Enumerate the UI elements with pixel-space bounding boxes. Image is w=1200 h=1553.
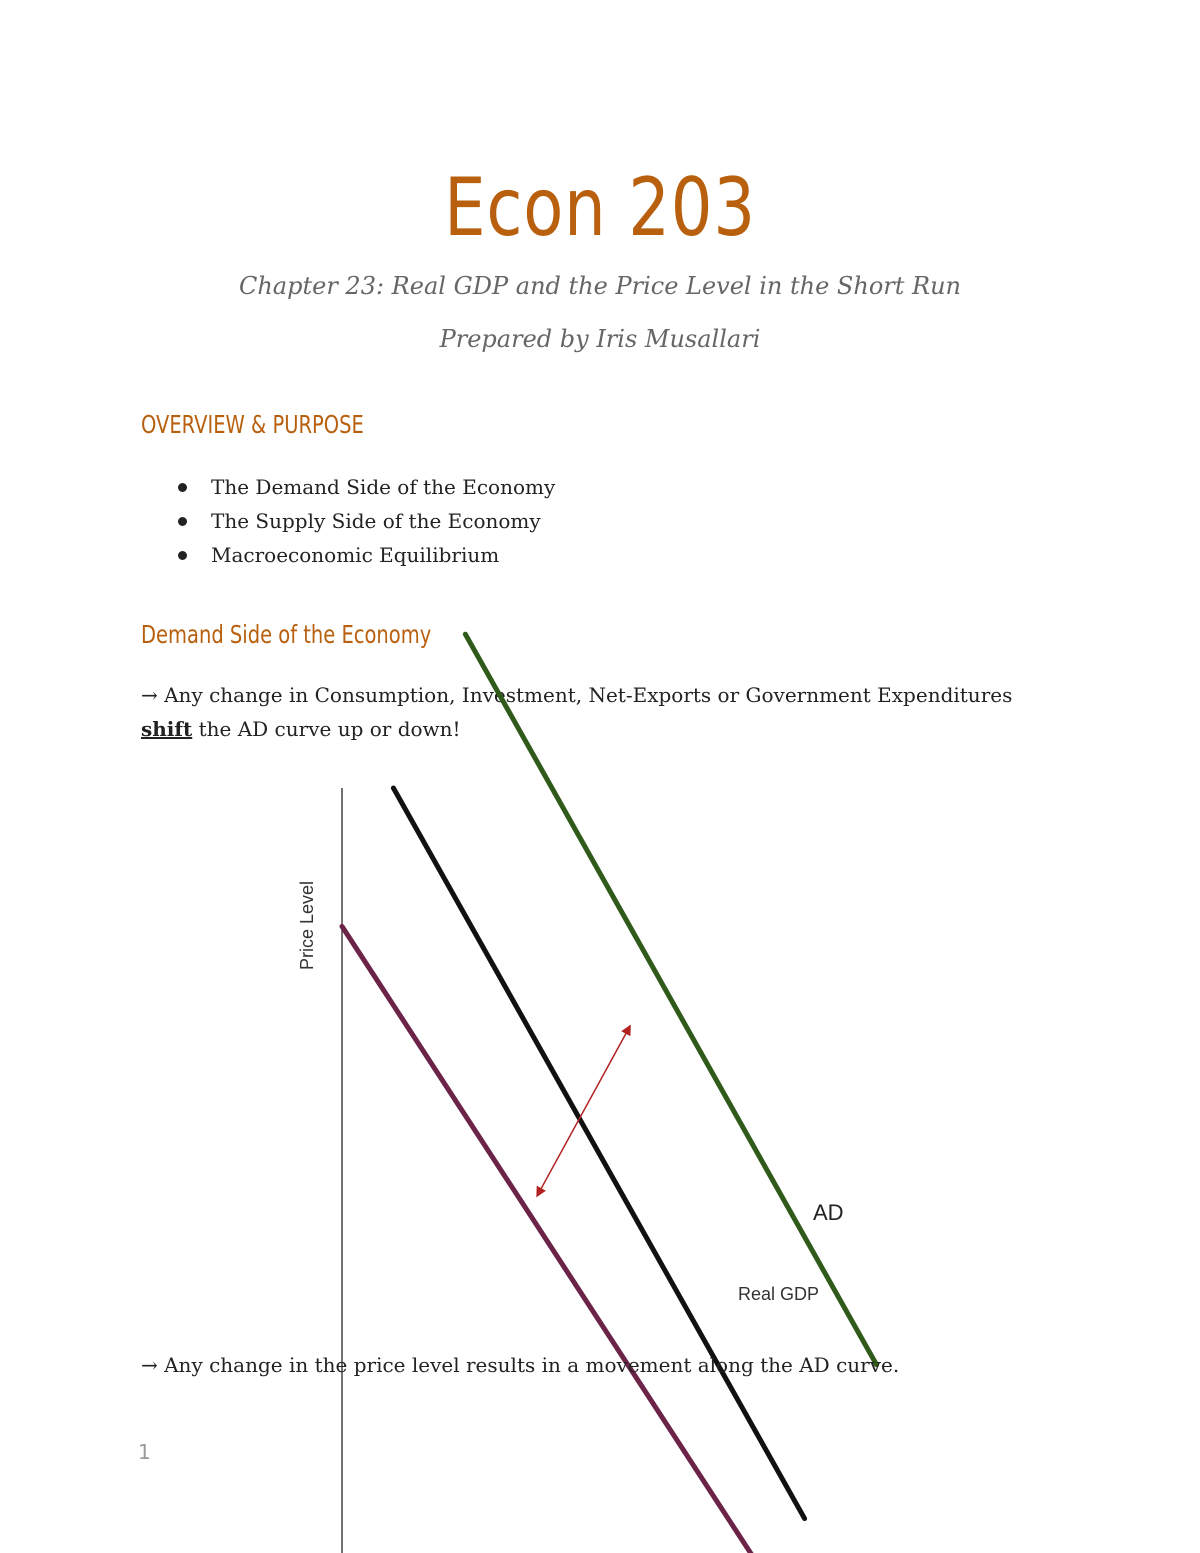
demand-side-heading: Demand Side of the Economy xyxy=(141,620,432,649)
list-item-label: The Supply Side of the Economy xyxy=(211,509,541,533)
ad-curve-2 xyxy=(393,788,804,1519)
shift-emphasis: shift xyxy=(141,717,193,741)
chapter-subtitle: Chapter 23: Real GDP and the Price Level in the Short Run xyxy=(238,272,961,300)
movement-paragraph: → Any change in the price level results in a movement along the AD curve. xyxy=(141,1353,900,1377)
author-line: Prepared by Iris Musallari xyxy=(439,325,761,353)
document-title: Econ 203 xyxy=(444,161,756,254)
ad-curve-1 xyxy=(465,634,876,1365)
overview-heading: OVERVIEW & PURPOSE xyxy=(141,410,364,439)
list-item-label: Macroeconomic Equilibrium xyxy=(211,543,500,567)
series-group xyxy=(342,634,877,1553)
ad-curve-label: AD xyxy=(813,1200,844,1225)
x-axis-label: Real GDP xyxy=(738,1284,820,1304)
shift-arrow xyxy=(537,1026,630,1195)
page-number: 1 xyxy=(138,1440,151,1464)
list-item-label: The Demand Side of the Economy xyxy=(211,475,556,499)
y-axis-label: Price Level xyxy=(297,880,317,970)
ad-curve-3 xyxy=(342,926,753,1553)
shift-paragraph-rest: the AD curve up or down! xyxy=(192,717,461,741)
shift-paragraph-text: → Any change in Consumption, Investment, Net-Exports or Government Expenditures xyxy=(141,683,1013,707)
